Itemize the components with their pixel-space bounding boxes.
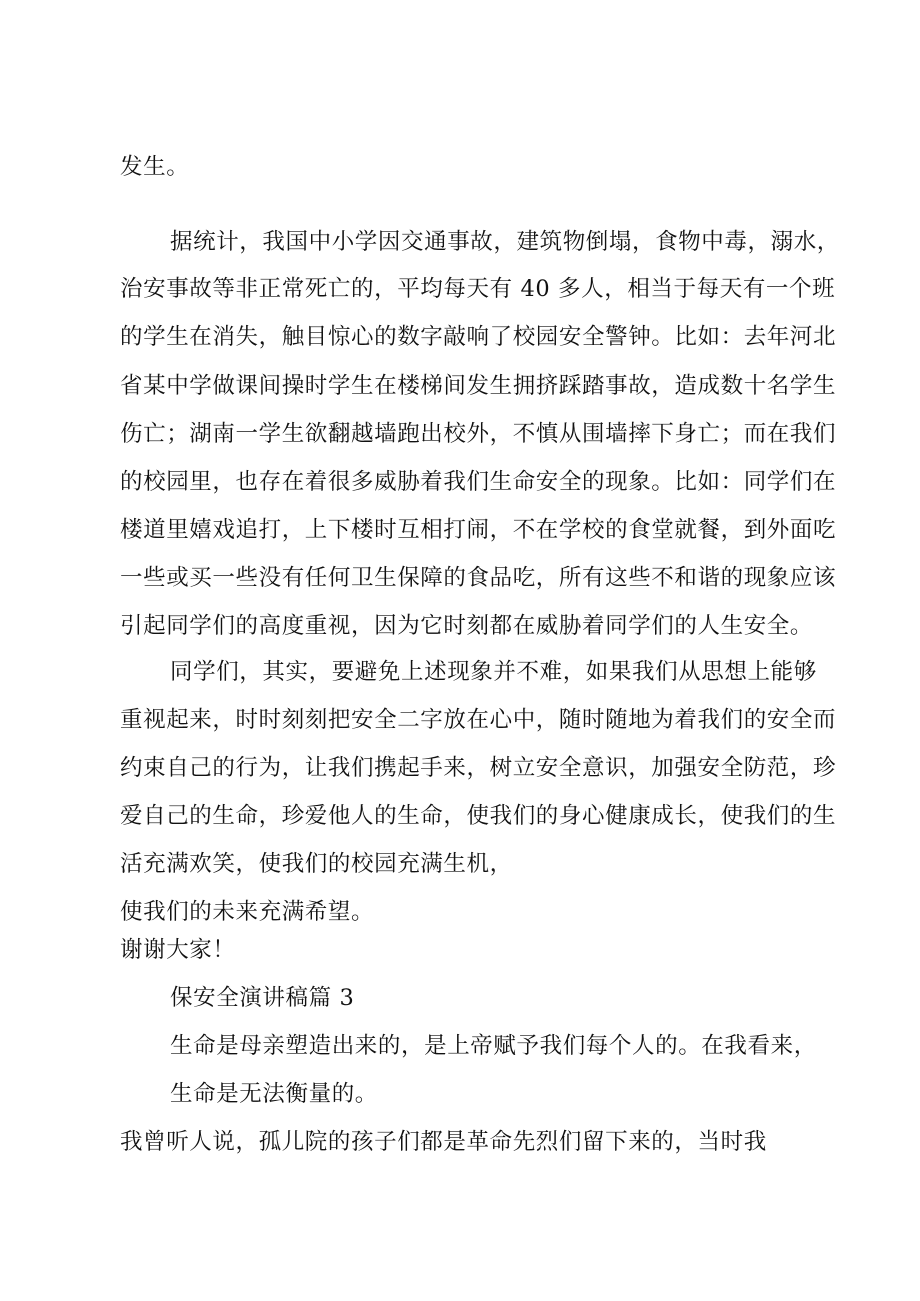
section-title: 保安全演讲稿篇 3 [170,985,355,1011]
text-line: 约束自己的行为，让我们携起手来，树立安全意识，加强安全防范，珍 [120,755,837,781]
text-line: 引起同学们的高度重视，因为它时刻都在威胁着同学们的人生安全。 [120,613,814,639]
text-line: 生命是无法衡量的。 [170,1081,378,1107]
text-line: 爱自己的生命，珍爱他人的生命，使我们的身心健康成长，使我们的生 [120,803,837,829]
text-line: 一些或买一些没有任何卫生保障的食品吃，所有这些不和谐的现象应该 [120,565,837,591]
text-line: 的校园里，也存在着很多威胁着我们生命安全的现象。比如：同学们在 [120,469,837,495]
text-line: 活充满欢笑，使我们的校园充满生机， [120,851,513,877]
text-line: 使我们的未来充满希望。 [120,899,375,925]
text-line: 楼道里嬉戏追打，上下楼时互相打闹，不在学校的食堂就餐，到外面吃 [120,517,837,543]
text-line: 重视起来，时时刻刻把安全二字放在心中，随时随地为着我们的安全而 [120,707,837,733]
text-line: 省某中学做课间操时学生在楼梯间发生拥挤踩踏事故，造成数十名学生 [120,373,837,399]
text-line: 的学生在消失，触目惊心的数字敲响了校园安全警钟。比如：去年河北 [120,324,837,350]
text-line: 伤亡；湖南一学生欲翻越墙跑出校外，不慎从围墙摔下身亡；而在我们 [120,421,837,447]
paragraph-start-line: 同学们，其实，要避免上述现象并不难，如果我们从思想上能够 [170,659,817,685]
paragraph-start-line: 据统计，我国中小学因交通事故，建筑物倒塌，食物中毒，溺水， [170,229,840,255]
text-line: 治安事故等非正常死亡的，平均每天有 40 多人，相当于每天有一个班 [120,276,836,302]
text-line: 谢谢大家！ [120,937,236,963]
text-line: 发生。 [120,154,190,180]
paragraph-start-line: 我曾听人说，孤儿院的孩子们都是革命先烈们留下来的，当时我 [120,1129,767,1155]
paragraph-start-line: 生命是母亲塑造出来的，是上帝赋予我们每个人的。在我看来， [170,1033,817,1059]
